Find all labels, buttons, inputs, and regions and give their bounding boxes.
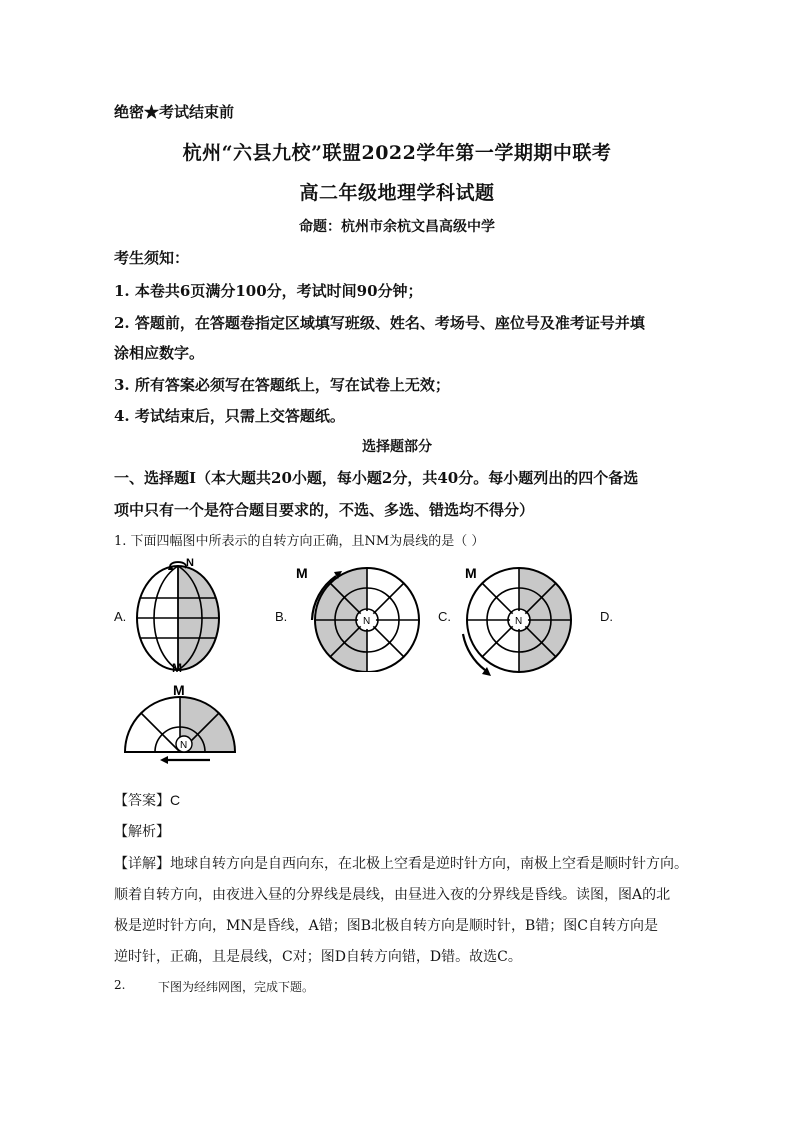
notice-heading: 考生须知： — [114, 249, 190, 267]
notice-item: 2. 答题前，在答题卷指定区域填写班级、姓名、考场号、座位号及准考证号并填 — [114, 314, 645, 332]
answer-tag: 【答案】 — [114, 793, 170, 809]
notice-item: 涂相应数字。 — [114, 344, 205, 362]
detail-text: 逆时针，正确，且是晨线，C对；图D自转方向错，D错。故选C。 — [114, 949, 522, 965]
detail-text: 地球自转方向是自西向东，在北极上空看是逆时针方向，南极上空看是顺时针方向。 — [170, 856, 688, 872]
n-label: N — [180, 740, 188, 751]
section-intro: 项中只有一个是符合题目要求的，不选、多选、错选均不得分） — [114, 501, 535, 519]
q1-stem: 1. 下面四幅图中所表示的自转方向正确，且NM为晨线的是（ ） — [114, 534, 485, 549]
section-title: 选择题部分 — [362, 439, 432, 455]
exam-subtitle: 高二年级地理学科试题 — [299, 182, 495, 204]
diagram-d — [120, 683, 240, 765]
section-intro: 一、选择题Ⅰ（本大题共20小题，每小题2分，共40分。每小题列出的四个备选 — [114, 469, 639, 487]
diagram-c — [455, 562, 583, 682]
author-line: 命题：杭州市余杭文昌高级中学 — [299, 219, 495, 235]
option-b-label: B. — [275, 609, 288, 624]
exam-title: 杭州“六县九校”联盟2022学年第一学期期中联考 — [182, 142, 612, 164]
m-label: M — [173, 683, 185, 698]
n-label: N — [515, 616, 523, 627]
detail-line — [114, 853, 688, 873]
q2-stem: 下图为经纬网图，完成下题。 — [158, 980, 315, 994]
diagram-b — [292, 562, 420, 672]
option-d-label: D. — [600, 609, 613, 624]
detail-tag: 【详解】 — [114, 856, 170, 872]
answer-value: C — [170, 792, 181, 808]
option-c-label: C. — [438, 609, 451, 624]
diagram-a — [128, 556, 238, 674]
n-label: N — [363, 616, 371, 627]
m-label: M — [465, 565, 477, 581]
detail-text: 极是逆时针方向，MN是昏线，A错；图B北极自转方向是顺时针，B错；图C自转方向是 — [114, 918, 658, 934]
q2-number: 2. — [114, 978, 126, 992]
analysis-tag: 【解析】 — [114, 824, 170, 840]
m-label: M — [172, 661, 182, 674]
notice-item: 3. 所有答案必须写在答题纸上，写在试卷上无效； — [114, 376, 450, 394]
answer-line — [114, 790, 180, 810]
notice-item: 1. 本卷共6页满分100分，考试时间90分钟； — [114, 282, 423, 300]
m-label: M — [296, 565, 308, 581]
notice-item: 4. 考试结束后，只需上交答题纸。 — [114, 407, 345, 425]
detail-text: 顺着自转方向，由夜进入昼的分界线是晨线，由昼进入夜的分界线是昏线。读图，图A的北 — [114, 887, 671, 903]
n-label: N — [186, 557, 194, 569]
option-a-label: A. — [114, 609, 127, 624]
secret-label: 绝密★考试结束前 — [114, 103, 235, 121]
